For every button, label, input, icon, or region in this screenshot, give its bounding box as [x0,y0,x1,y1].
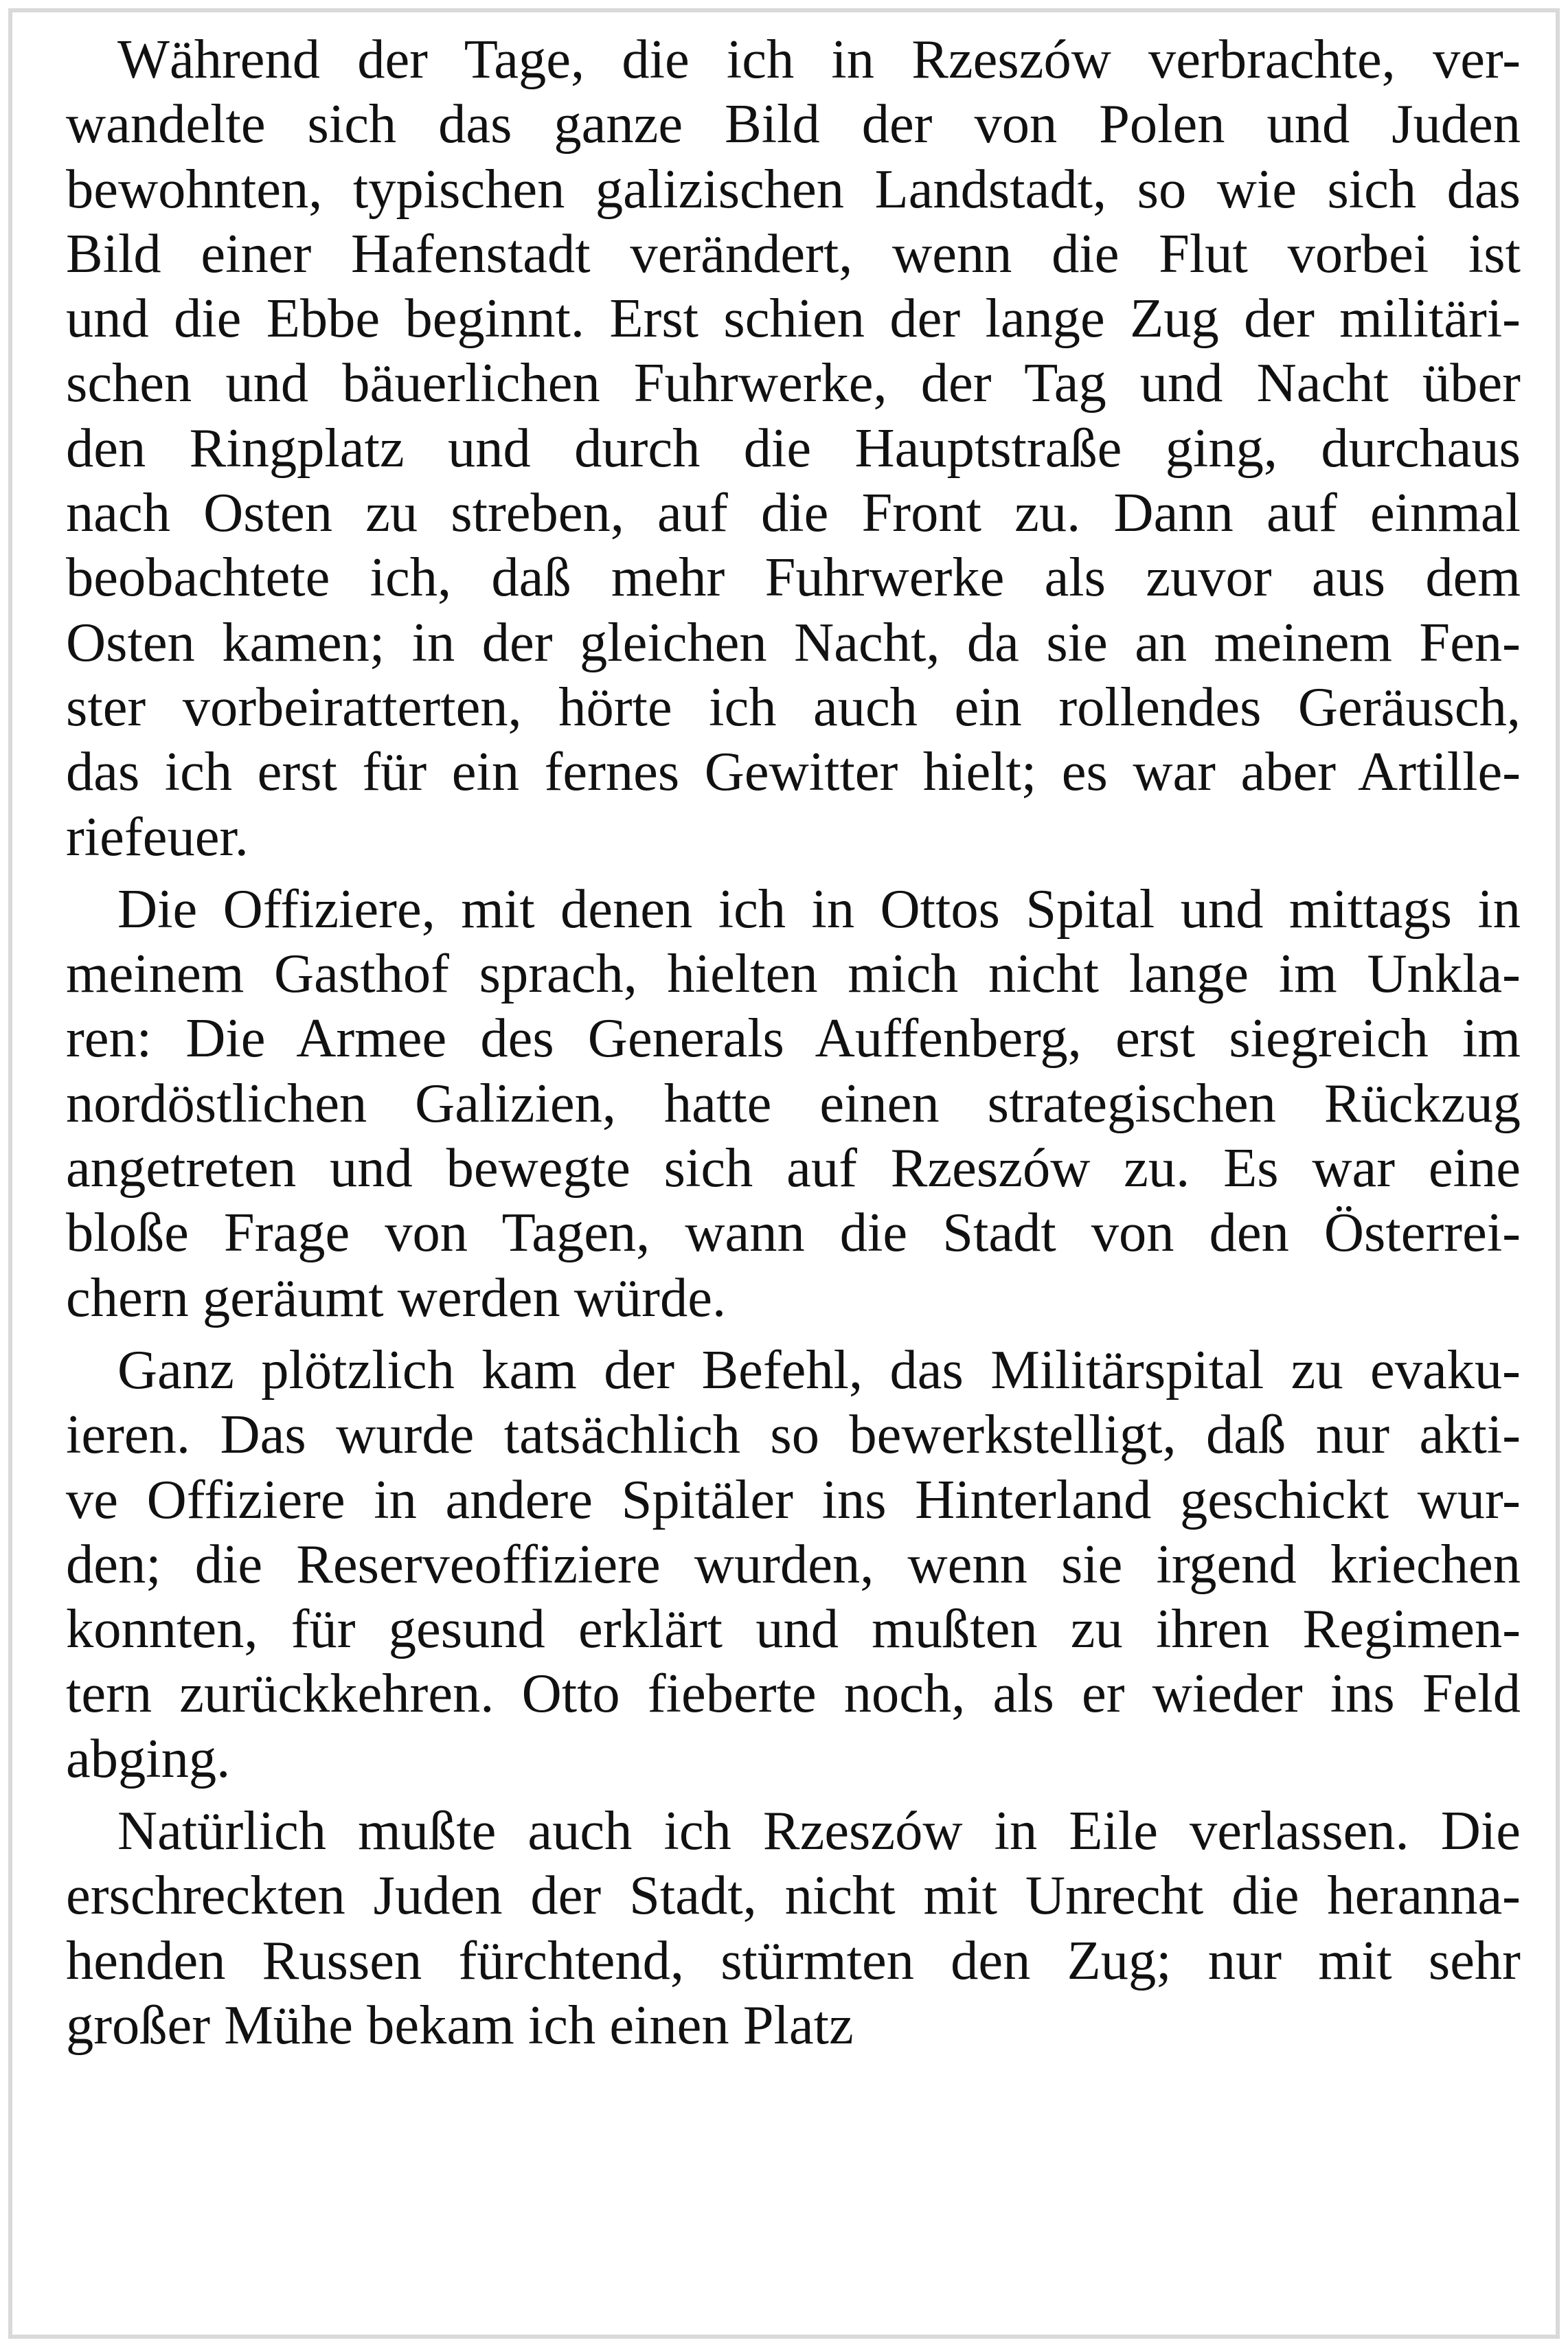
text-line: beobachtete ich, daß mehr Fuhrwerke als zuvor aus dem [66,547,1521,609]
text-line: großer Mühe bekam ich einen Platz [66,1994,854,2056]
text-line: ve Offiziere in andere Spitäler ins Hinterland geschickt wur- [66,1469,1521,1530]
text-line: bloße Frage von Tagen, wann die Stadt von den Österrei- [66,1202,1521,1264]
text-line: Osten kamen; in der gleichen Nacht, da sie an meinem Fen- [66,611,1521,673]
text-line: meinem Gasthof sprach, hielten mich nicht lange im Unkla- [66,943,1521,1005]
paragraph [66,27,1521,870]
paragraph [66,1338,1521,1791]
text-line: ster vorbeiratterten, hörte ich auch ein rollendes Geräusch, [66,676,1521,738]
text-line: das ich erst für ein fernes Gewitter hielt; es war aber Artille- [66,741,1521,803]
text-line: abging. [66,1727,231,1789]
text-line: tern zurückkehren. Otto fieberte noch, als er wieder ins Feld [66,1663,1521,1725]
text-line: henden Russen fürchtend, stürmten den Zug; nur mit sehr [66,1929,1521,1991]
text-line: erschreckten Juden der Stadt, nicht mit Unrecht die heranna- [66,1865,1521,1927]
text-line: Natürlich mußte auch ich Rzeszów in Eile verlassen. Die [117,1800,1521,1862]
text-line: wandelte sich das ganze Bild der von Polen und Juden [66,93,1521,155]
text-line: und die Ebbe beginnt. Erst schien der lange Zug der militäri- [66,288,1521,350]
text-line: riefeuer. [66,806,249,868]
text-line: angetreten und bewegte sich auf Rzeszów zu. Es war eine [66,1137,1521,1199]
document-page [66,27,1521,2315]
text-line: Während der Tage, die ich in Rzeszów verbrachte, ver- [117,29,1521,90]
text-line: Die Offiziere, mit denen ich in Ottos Spital und mittags in [117,878,1521,940]
text-line: ren: Die Armee des Generals Auffenberg, erst siegreich im [66,1008,1521,1069]
page-border [8,8,1560,2339]
paragraph [66,877,1521,1330]
text-line: Bild einer Hafenstadt verändert, wenn die Flut vorbei ist [66,223,1521,284]
text-line: den; die Reserveoffiziere wurden, wenn sie irgend kriechen [66,1533,1521,1595]
text-line: nach Osten zu streben, auf die Front zu. Dann auf einmal [66,482,1521,544]
text-line: nordöstlichen Galizien, hatte einen strategischen Rückzug [66,1072,1521,1134]
text-line: schen und bäuerlichen Fuhrwerke, der Tag und Nacht über [66,352,1521,414]
text-line: den Ringplatz und durch die Hauptstraße ging, durchaus [66,417,1521,479]
text-line: konnten, für gesund erklärt und mußten zu ihren Regimen- [66,1598,1521,1660]
text-line: ieren. Das wurde tatsächlich so bewerkstelligt, daß nur akti- [66,1404,1521,1466]
text-line: chern geräumt werden würde. [66,1267,727,1328]
text-line: bewohnten, typischen galizischen Landstadt, so wie sich das [66,158,1521,220]
text-line: Ganz plötzlich kam der Befehl, das Militärspital zu evaku- [117,1339,1521,1401]
paragraph [66,1799,1521,2058]
